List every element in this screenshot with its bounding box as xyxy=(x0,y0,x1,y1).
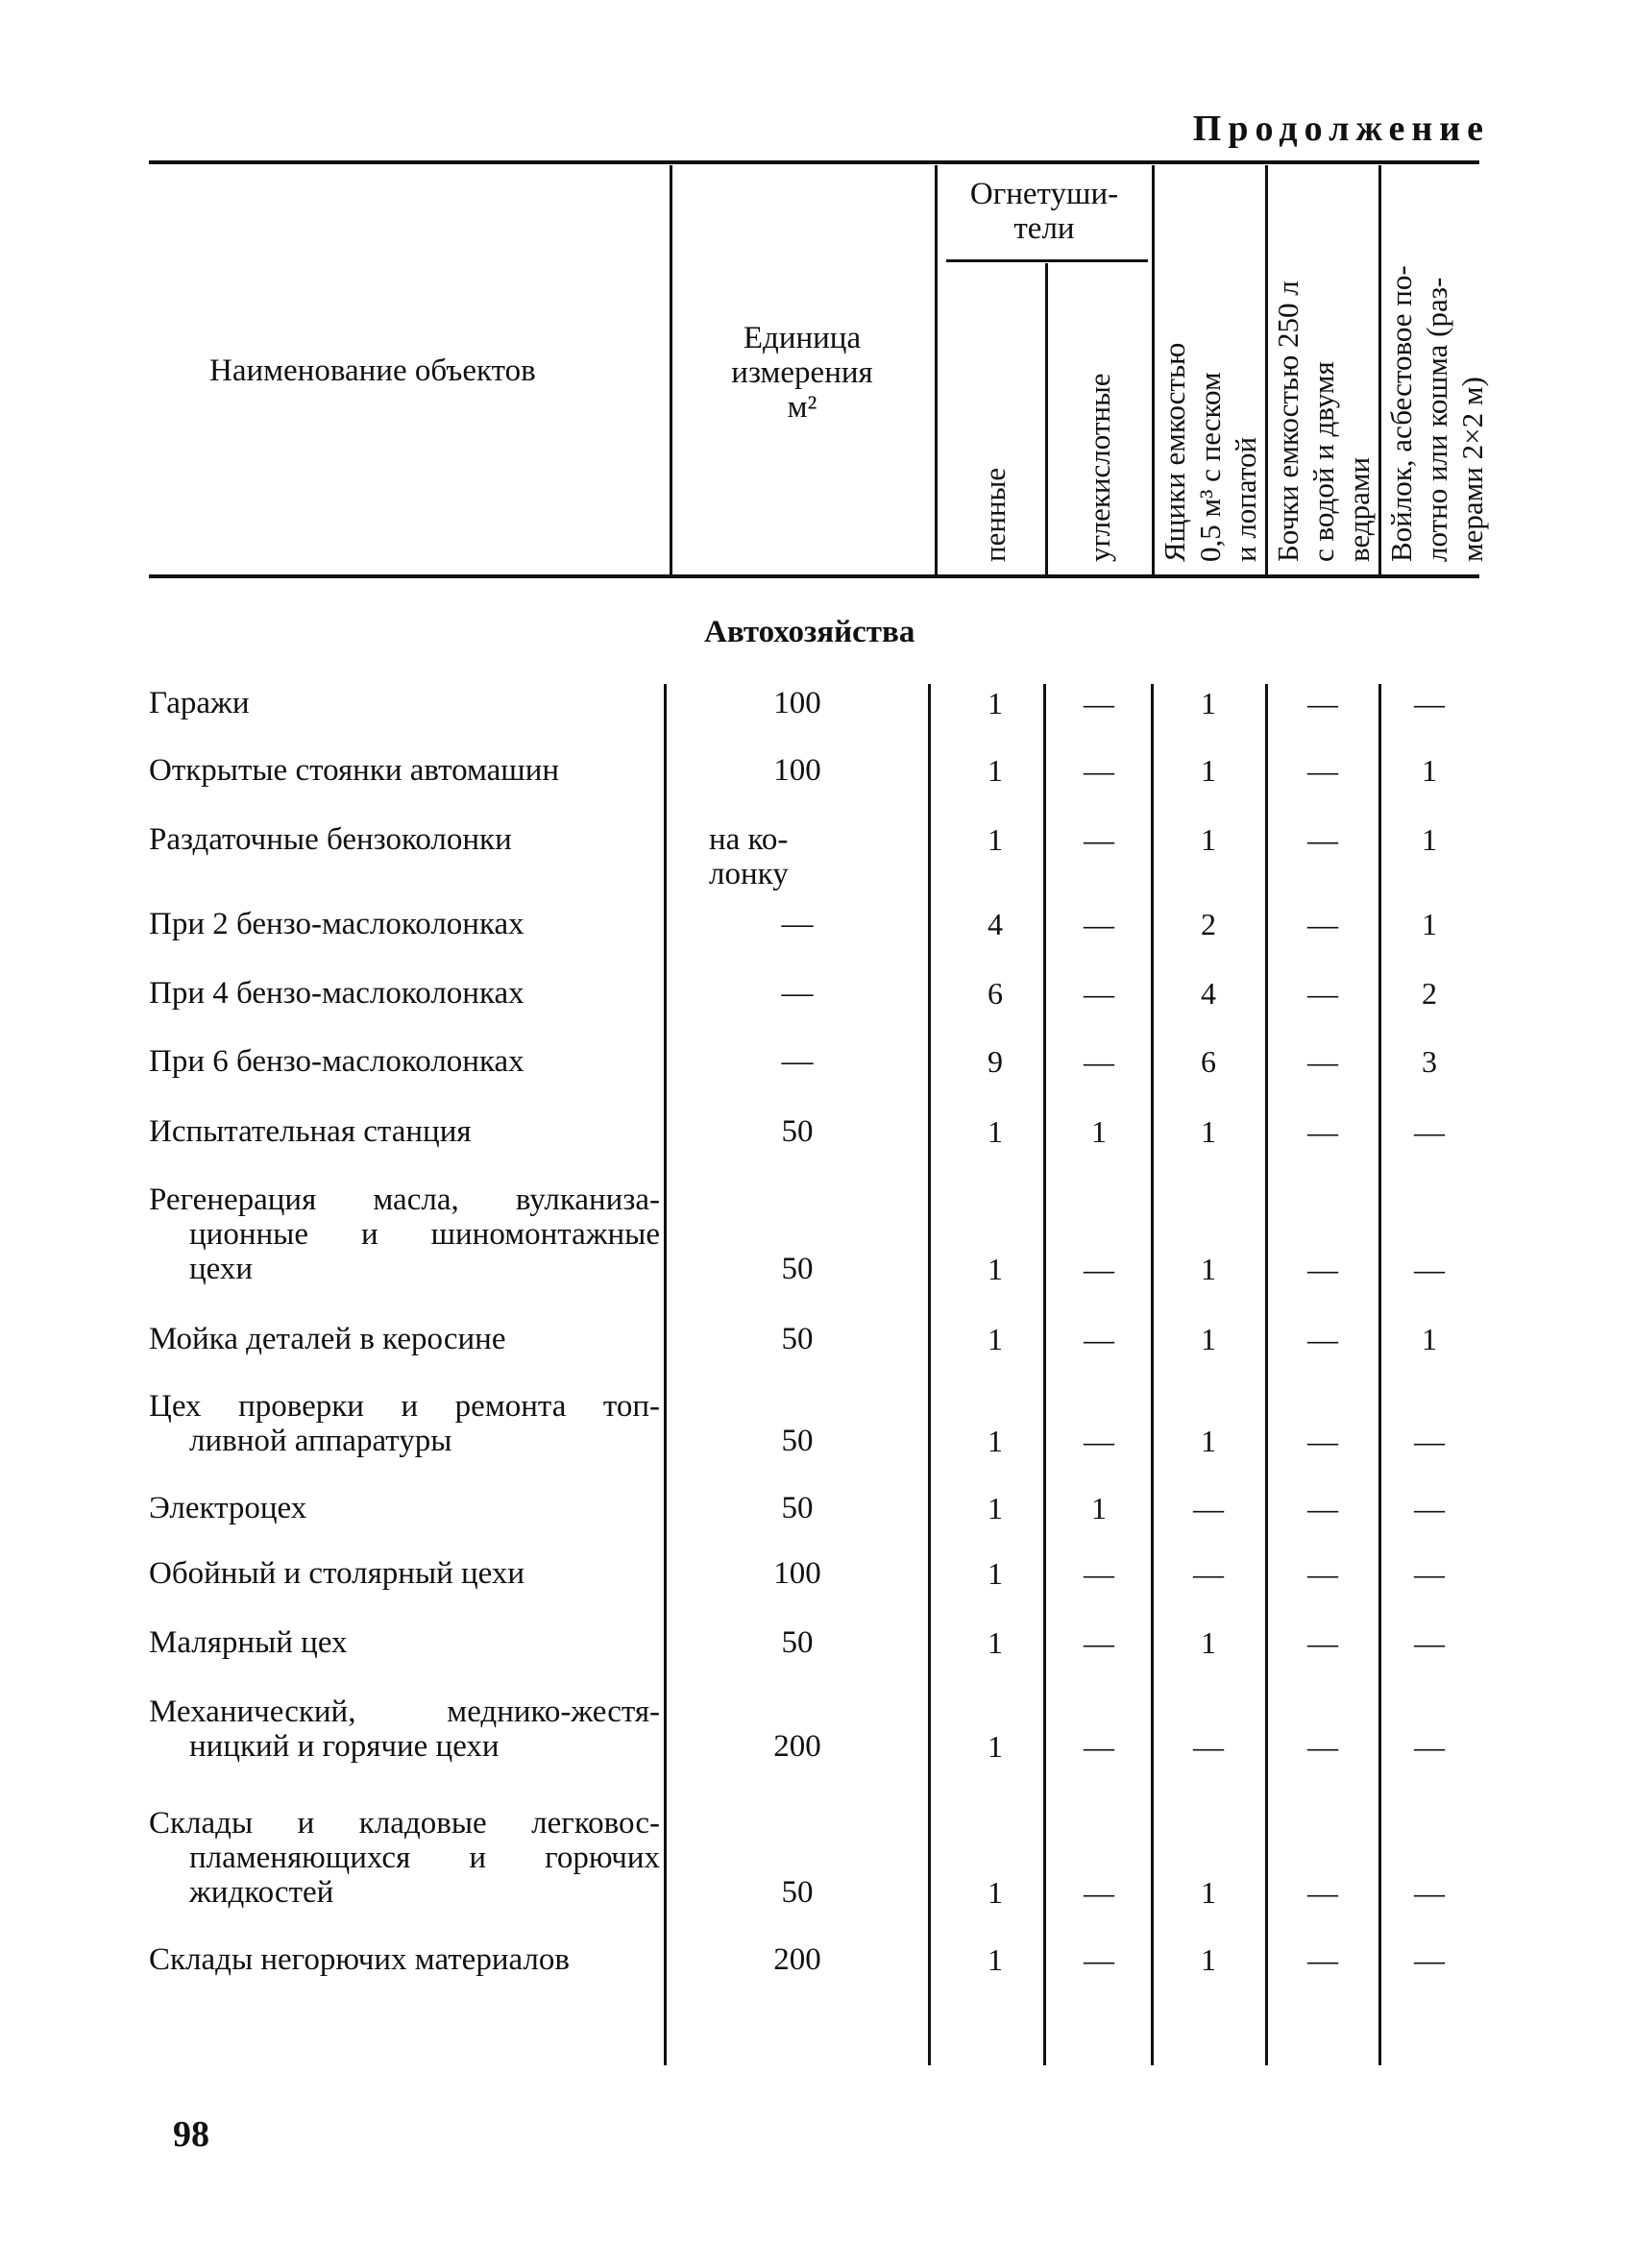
row-unit-line: 50 xyxy=(781,1114,814,1149)
row-sand-value: 1 xyxy=(1201,822,1216,857)
header-felt-line-2: лотно или кошма (раз- xyxy=(1420,277,1453,562)
row-foam-value: 1 xyxy=(988,1556,1003,1591)
row-unit-line: 200 xyxy=(773,1729,821,1764)
row-foam-value: 1 xyxy=(988,1729,1003,1764)
row-co2-value: — xyxy=(1084,1252,1114,1286)
header-divider-3 xyxy=(1045,263,1048,574)
row-co2-value: — xyxy=(1084,822,1114,857)
row-unit-line: 50 xyxy=(781,1491,814,1525)
header-unit xyxy=(672,321,932,425)
row-co2-value: — xyxy=(1084,753,1114,788)
header-divider-4 xyxy=(1152,165,1155,574)
row-unit xyxy=(672,1114,922,1149)
row-foam-value: 1 xyxy=(988,686,1003,720)
header-unit-line-1: Единица xyxy=(743,321,862,355)
row-foam-value: 1 xyxy=(988,1424,1003,1458)
row-felt-value: — xyxy=(1414,1556,1445,1591)
section-title: Автохозяйства xyxy=(704,615,915,649)
row-unit xyxy=(672,1625,922,1660)
row-barrels-value: — xyxy=(1307,1556,1338,1591)
row-unit-line: 50 xyxy=(781,1252,814,1286)
row-felt-value: — xyxy=(1414,1491,1445,1525)
row-sand-value: 1 xyxy=(1201,1252,1216,1286)
header-co2: углекислотные xyxy=(1083,373,1116,562)
row-unit xyxy=(672,1942,922,1977)
header-divider-5 xyxy=(1265,165,1268,574)
row-sand-value: — xyxy=(1193,1729,1224,1764)
row-barrels-value: — xyxy=(1307,1114,1338,1149)
row-name xyxy=(149,1806,660,1910)
row-name-line: Механический, меднико-жестя- xyxy=(149,1695,660,1729)
row-felt-value: 2 xyxy=(1422,976,1437,1011)
row-unit xyxy=(672,907,922,941)
row-co2-value: — xyxy=(1084,1875,1114,1910)
body-divider-2 xyxy=(928,684,931,2065)
header-felt xyxy=(1383,265,1490,562)
row-barrels-value: — xyxy=(1307,1942,1338,1977)
row-unit-line: 100 xyxy=(773,686,821,720)
row-name xyxy=(149,1322,660,1356)
row-unit-line: 50 xyxy=(781,1875,814,1910)
row-foam-value: 1 xyxy=(988,1114,1003,1149)
row-sand-value: 1 xyxy=(1201,1424,1216,1458)
row-felt-value: 1 xyxy=(1422,753,1437,788)
row-unit-line: 200 xyxy=(773,1942,821,1977)
row-unit xyxy=(672,976,922,1011)
row-felt-value: — xyxy=(1414,1875,1445,1910)
row-sand-value: 1 xyxy=(1201,1942,1216,1977)
row-co2-value: — xyxy=(1084,1729,1114,1764)
row-name-line: Гаражи xyxy=(149,686,250,720)
row-name-line: Раздаточные бензоколонки xyxy=(149,822,512,857)
header-extinguishers-line-1: Огнетуши- xyxy=(969,177,1119,211)
row-felt-value: — xyxy=(1414,1424,1445,1458)
table-top-rule xyxy=(149,160,1479,164)
row-unit xyxy=(672,1424,922,1458)
row-name-line: ционные и шиномонтажные xyxy=(189,1217,660,1252)
row-foam-value: 1 xyxy=(988,753,1003,788)
row-sand-value: 1 xyxy=(1201,753,1216,788)
row-name-line: Регенерация масла, вулканиза- xyxy=(149,1183,660,1217)
row-co2-value: — xyxy=(1084,1942,1114,1977)
row-foam-value: 6 xyxy=(988,976,1003,1011)
row-name-line: Малярный цех xyxy=(149,1625,348,1660)
row-barrels-value: — xyxy=(1307,1044,1338,1079)
header-sand-boxes xyxy=(1157,343,1263,562)
row-felt-value: — xyxy=(1414,1114,1445,1149)
row-unit xyxy=(709,822,901,891)
row-name xyxy=(149,753,660,788)
row-sand-value: 1 xyxy=(1201,1114,1216,1149)
row-co2-value: 1 xyxy=(1091,1491,1107,1525)
row-felt-value: — xyxy=(1414,1252,1445,1286)
row-barrels-value: — xyxy=(1307,907,1338,941)
row-name-line: Склады негорючих материалов xyxy=(149,1942,570,1977)
row-unit xyxy=(672,1322,922,1356)
row-name-line: цехи xyxy=(189,1252,254,1286)
row-unit-line: — xyxy=(781,907,814,941)
row-felt-value: 3 xyxy=(1422,1044,1437,1079)
row-foam-value: 1 xyxy=(988,1625,1003,1660)
row-name-line: Открытые стоянки автомашин xyxy=(149,753,560,788)
row-name xyxy=(149,976,660,1011)
header-divider-6 xyxy=(1378,165,1381,574)
row-co2-value: — xyxy=(1084,686,1114,720)
header-felt-line-1: Войлок, асбестовое по- xyxy=(1384,265,1418,562)
row-barrels-value: — xyxy=(1307,1252,1338,1286)
row-foam-value: 4 xyxy=(988,907,1003,941)
row-unit-line: 100 xyxy=(773,753,821,788)
row-name-line: Электроцех xyxy=(149,1491,307,1525)
row-name xyxy=(149,1183,660,1286)
row-foam-value: 1 xyxy=(988,1875,1003,1910)
row-name-line: жидкостей xyxy=(189,1875,334,1910)
header-unit-line-3: м² xyxy=(787,390,817,425)
header-barrels-line-3: ведрами xyxy=(1342,456,1376,562)
header-name: Наименование объектов xyxy=(209,354,536,388)
row-felt-value: 1 xyxy=(1422,1322,1437,1356)
row-name-line: При 6 бензо-маслоколонках xyxy=(149,1044,524,1079)
row-felt-value: — xyxy=(1414,1942,1445,1977)
row-unit xyxy=(672,753,922,788)
row-co2-value: 1 xyxy=(1091,1114,1107,1149)
header-extinguishers-line-2: тели xyxy=(1013,211,1075,246)
row-felt-value: 1 xyxy=(1422,822,1437,857)
row-name xyxy=(149,1114,660,1149)
row-name-line: Обойный и столярный цехи xyxy=(149,1556,525,1591)
row-name-line: ливной аппаратуры xyxy=(189,1424,452,1458)
page-number: 98 xyxy=(173,2114,209,2155)
row-co2-value: — xyxy=(1084,976,1114,1011)
continued-label: Продолжение xyxy=(1192,109,1490,149)
row-unit xyxy=(672,1491,922,1525)
row-unit-line: 100 xyxy=(773,1556,821,1591)
row-name-line: Испытательная станция xyxy=(149,1114,472,1149)
row-unit xyxy=(672,1729,922,1764)
row-name-line: При 4 бензо-маслоколонках xyxy=(149,976,524,1011)
header-sand-line-1: Ящики емкостью xyxy=(1158,342,1191,562)
row-name xyxy=(149,907,660,941)
body-divider-4 xyxy=(1151,684,1154,2065)
row-foam-value: 1 xyxy=(988,1322,1003,1356)
body-divider-5 xyxy=(1265,684,1268,2065)
row-name xyxy=(149,1556,660,1591)
row-name xyxy=(149,1625,660,1660)
header-barrels-line-1: Бочки емкостью 250 л xyxy=(1271,280,1305,562)
row-co2-value: — xyxy=(1084,1322,1114,1356)
row-foam-value: 9 xyxy=(988,1044,1003,1079)
row-unit-line: — xyxy=(781,976,814,1011)
row-name-line: При 2 бензо-маслоколонках xyxy=(149,907,524,941)
row-sand-value: — xyxy=(1193,1556,1224,1591)
row-unit-line: — xyxy=(781,1044,814,1079)
row-name-line: ницкий и горячие цехи xyxy=(189,1729,500,1764)
row-unit xyxy=(672,1875,922,1910)
row-sand-value: — xyxy=(1193,1491,1224,1525)
header-sand-line-3: и лопатой xyxy=(1229,436,1262,562)
row-name-line: Склады и кладовые легковос- xyxy=(149,1806,660,1841)
row-barrels-value: — xyxy=(1307,686,1338,720)
header-extinguishers xyxy=(938,177,1151,246)
row-felt-value: — xyxy=(1414,686,1445,720)
row-name xyxy=(149,1044,660,1079)
row-name-line: пламеняющихся и горючих xyxy=(189,1841,660,1875)
row-sand-value: 1 xyxy=(1201,1625,1216,1660)
row-sand-value: 1 xyxy=(1201,686,1216,720)
row-name xyxy=(149,1389,660,1458)
header-unit-line-2: измерения xyxy=(731,355,873,390)
body-divider-1 xyxy=(664,684,667,2065)
row-unit-line: на ко- xyxy=(709,822,789,857)
row-barrels-value: — xyxy=(1307,822,1338,857)
header-water-barrels xyxy=(1270,280,1377,562)
row-barrels-value: — xyxy=(1307,1625,1338,1660)
header-sand-line-2: 0,5 м³ с песком xyxy=(1193,372,1227,562)
row-name-line: Цех проверки и ремонта топ- xyxy=(149,1389,660,1424)
row-foam-value: 1 xyxy=(988,822,1003,857)
row-unit xyxy=(672,686,922,720)
header-foam: пенные xyxy=(978,467,1012,562)
row-co2-value: — xyxy=(1084,1044,1114,1079)
row-sand-value: 1 xyxy=(1201,1322,1216,1356)
row-unit-line: 50 xyxy=(781,1424,814,1458)
body-divider-3 xyxy=(1043,684,1046,2065)
row-felt-value: 1 xyxy=(1422,907,1437,941)
row-felt-value: — xyxy=(1414,1625,1445,1660)
row-barrels-value: — xyxy=(1307,1491,1338,1525)
row-name xyxy=(149,1695,660,1764)
row-co2-value: — xyxy=(1084,1625,1114,1660)
row-name xyxy=(149,1942,660,1977)
row-co2-value: — xyxy=(1084,907,1114,941)
row-sand-value: 4 xyxy=(1201,976,1216,1011)
row-name xyxy=(149,686,660,720)
row-name-line: Мойка деталей в керосине xyxy=(149,1322,506,1356)
row-unit-line: 50 xyxy=(781,1625,814,1660)
row-barrels-value: — xyxy=(1307,1424,1338,1458)
row-co2-value: — xyxy=(1084,1424,1114,1458)
row-unit xyxy=(672,1044,922,1079)
row-foam-value: 1 xyxy=(988,1942,1003,1977)
row-barrels-value: — xyxy=(1307,1322,1338,1356)
row-unit xyxy=(672,1556,922,1591)
row-sand-value: 6 xyxy=(1201,1044,1216,1079)
row-foam-value: 1 xyxy=(988,1491,1003,1525)
row-barrels-value: — xyxy=(1307,753,1338,788)
row-unit-line: лонку xyxy=(709,857,789,891)
body-divider-6 xyxy=(1378,684,1381,2065)
extinguishers-subheader-rule xyxy=(946,259,1148,262)
row-barrels-value: — xyxy=(1307,1875,1338,1910)
table-header-bottom-rule xyxy=(149,574,1479,578)
row-sand-value: 1 xyxy=(1201,1875,1216,1910)
row-unit xyxy=(672,1252,922,1286)
row-barrels-value: — xyxy=(1307,976,1338,1011)
row-sand-value: 2 xyxy=(1201,907,1216,941)
row-unit-line: 50 xyxy=(781,1322,814,1356)
row-barrels-value: — xyxy=(1307,1729,1338,1764)
row-name xyxy=(149,822,660,857)
row-felt-value: — xyxy=(1414,1729,1445,1764)
header-felt-line-3: мерами 2×2 м) xyxy=(1455,377,1489,562)
row-name xyxy=(149,1491,660,1525)
header-barrels-line-2: с водой и двумя xyxy=(1306,361,1340,562)
row-foam-value: 1 xyxy=(988,1252,1003,1286)
row-co2-value: — xyxy=(1084,1556,1114,1591)
